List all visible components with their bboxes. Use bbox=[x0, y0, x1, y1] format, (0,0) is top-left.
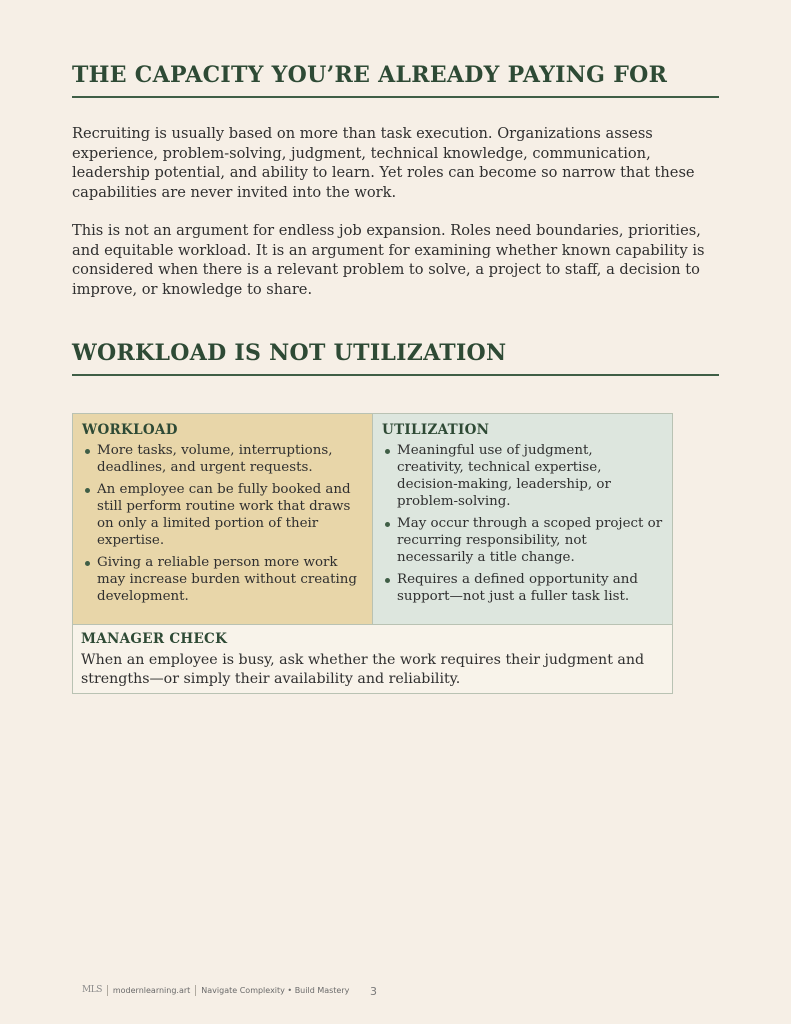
footer-site-link[interactable]: modernlearning.art bbox=[112, 985, 191, 995]
list-item: Requires a defined opportunity and support—not just a fuller task list. bbox=[382, 571, 663, 605]
workload-heading: WORKLOAD bbox=[82, 422, 178, 438]
list-item: Meaningful use of judgment, creativity, technical expertise, decision-making, leadership, or problem-solving. bbox=[382, 442, 663, 510]
manager-check-heading: MANAGER CHECK bbox=[81, 631, 228, 647]
workload-list bbox=[82, 442, 363, 605]
paragraph-argument: This is not an argument for endless job expansion. Roles need boundaries, priorities, and equitable workload. It is an argument for examining whether known capability is considered when there is a relevant problem to solve, a project to staff, a decision to improve, or knowledge to share. bbox=[72, 222, 705, 298]
comparison-box bbox=[72, 413, 673, 694]
page-number: 3 bbox=[370, 985, 377, 998]
paragraph-recruiting: Recruiting is usually based on more than task execution. Organizations assess experience, problem-solving, judgment, technical knowledge, communication, leadership potential, and ability to learn. Yet roles can become so narrow that these capabilities are never invited into the work. bbox=[72, 125, 695, 201]
section-title-capacity: THE CAPACITY YOU’RE ALREADY PAYING FOR bbox=[72, 62, 719, 98]
manager-check-panel bbox=[73, 624, 672, 693]
divider bbox=[195, 985, 196, 996]
manager-check-text: When an employee is busy, ask whether the work requires their judgment and strengths—or simply their availability and reliability. bbox=[81, 652, 645, 687]
list-item: More tasks, volume, interruptions, deadlines, and urgent requests. bbox=[82, 442, 363, 476]
divider bbox=[107, 985, 108, 996]
footer-tagline: Navigate Complexity • Build Mastery bbox=[201, 985, 350, 995]
brand-logo: MLS bbox=[82, 985, 102, 995]
workload-column bbox=[73, 414, 373, 624]
list-item: Giving a reliable person more work may increase burden without creating development. bbox=[82, 554, 363, 605]
utilization-column bbox=[373, 414, 672, 624]
section-title-workload: WORKLOAD IS NOT UTILIZATION bbox=[72, 340, 719, 376]
utilization-heading: UTILIZATION bbox=[382, 422, 490, 438]
list-item: An employee can be fully booked and still perform routine work that draws on only a limited portion of their expertise. bbox=[82, 481, 363, 549]
footer bbox=[82, 983, 349, 997]
list-item: May occur through a scoped project or recurring responsibility, not necessarily a title change. bbox=[382, 515, 663, 566]
utilization-list bbox=[382, 442, 663, 605]
